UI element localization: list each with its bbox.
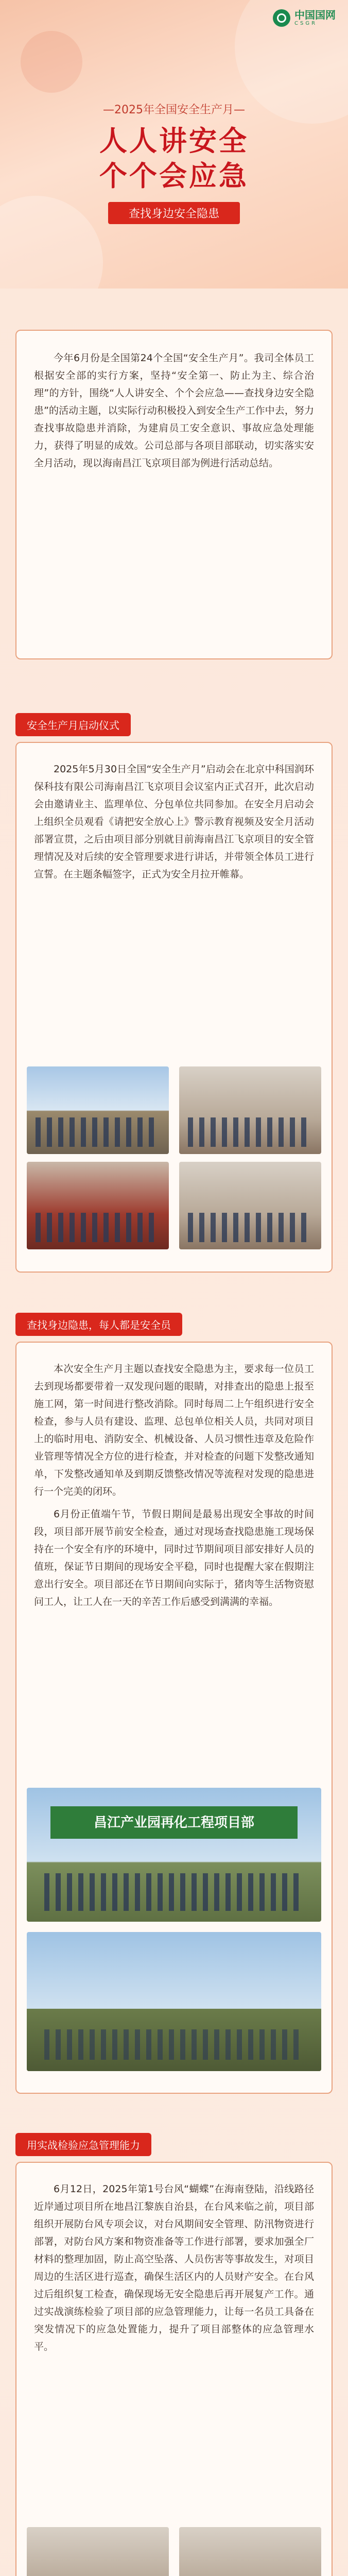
- photo-site-inspection: [27, 1932, 321, 2071]
- section-1-text: 2025年5月30日全国“安全生产月”启动会在北京中科国润环保科技有限公司海南昌江飞京项目会议室内正式召开，此次启动会由邀请业主、监理单位、分包单位共同参加。在安全月启动会上组织全员观看《请把安全放心上》警示教育视频及安全月活动部署宣贯，之后由项目部分别就目前海南昌江飞京项目的安全管理情况及对后续的安全管理要求进行讲话，并带领全体员工进行宣誓。在主题条幅签字，正式为安全月拉开帷幕。: [34, 764, 314, 880]
- section-3-card: [15, 2162, 333, 2576]
- company-logo: [273, 9, 336, 27]
- intro-card: [15, 330, 333, 659]
- section-3-label: 用实战检验应急管理能力: [15, 2133, 151, 2156]
- photo-ceremony-4: [179, 1162, 321, 1249]
- title-line-1: 人人讲安全: [99, 125, 249, 157]
- photo-project-banner: [27, 1788, 321, 1922]
- photo-typhoon-1: [27, 2527, 169, 2576]
- logo-icon: [273, 9, 290, 27]
- header-banner: [0, 0, 348, 289]
- section-1-label: 安全生产月启动仪式: [15, 713, 131, 736]
- logo-name: 中国国网: [294, 9, 336, 21]
- topic-line: —2025年全国安全生产月—: [103, 104, 245, 116]
- photo-ceremony-3: [27, 1162, 169, 1249]
- logo-sub: CSGR: [294, 20, 318, 26]
- section-3-text: 6月12日，2025年第1号台风“蝴蝶”在海南登陆，沿线路径近岸通过项目所在地昌江黎族自治县，在台风来临之前，项目部组织开展防台风专项会议，对台风期间安全管理、防汛物资进行部署，对防台风方案和物资准备等工作进行部署，要求加强全厂材料的整理加固，防止高空坠落、人员伤害等事故发生，对项目周边的生活区进行巡查，确保生活区内的人员财产安全。在台风过后组织复工检查，确保现场无安全隐患后再开展复产工作。通过实战演练检验了项目部的应急管理能力，让每一名员工具备在突发情况下的应急处置能力，提升了项目部整体的应急管理水平。: [34, 2183, 314, 2352]
- photo-typhoon-2: [179, 2527, 321, 2576]
- section-2-label: 查找身边隐患，每人都是安全员: [15, 1313, 182, 1336]
- page-title: [0, 124, 348, 194]
- title-line-2: 个个会应急: [99, 160, 249, 192]
- photo-ceremony-1: [27, 1066, 169, 1154]
- subtitle-badge: 查找身边安全隐患: [108, 202, 240, 224]
- section-2-text-1: 本次安全生产月主题以查找安全隐患为主，要求每一位员工去到现场都要带着一双发现问题的眼睛，对排查出的隐患上报至施工网，第一时间进行整改消除。同时每周二上午组织进行安全检查，参与人员有建设、监理、总包单位相关人员，共同对项目上的临时用电、消防安全、机械设备、人员习惯性违章及危险作业管理等情况全方位的进行检查，并对检查的问题下发整改通知单，下发整改通知单及到期反馈整改情况等流程对发现的隐患进行一个完美的闭环。: [34, 1363, 314, 1497]
- project-banner-text: 昌江产业园再化工程项目部: [93, 1815, 254, 1831]
- photo-ceremony-2: [179, 1066, 321, 1154]
- project-banner: [50, 1806, 298, 1838]
- section-2-text-2: 6月份正值端午节，节假日期间是最易出现安全事故的时间段，项目部开展节前安全检查，通过对现场查找隐患施工现场保持在一个安全有序的环境中，同时过节期间项目部安排好人员的值班，保证节日期间的现场安全平稳，同时也提醒大家在假期注意出行安全。项目部还在节日期间向实际于，猪肉等生活物资慰问工人，让工人在一天的辛苦工作后感受到满满的幸福。: [34, 1509, 314, 1607]
- intro-text: 今年6月份是全国第24个全国“安全生产月”。我司全体员工根据安全部的实行方案，坚持“安全第一、防止为主、综合治理”的方针，围绕“人人讲安全、个个会应急——查找身边安全隐患”的活动主题，以实际行动积极投入到安全生产工作中去，努力查找事故隐患并消除，为建肩员工安全意识、事故应急处理能力，获得了明显的成效。公司总部与各项目部联动，切实落实安全月活动，现以海南昌江飞京项目部为例进行活动总结。: [34, 352, 314, 469]
